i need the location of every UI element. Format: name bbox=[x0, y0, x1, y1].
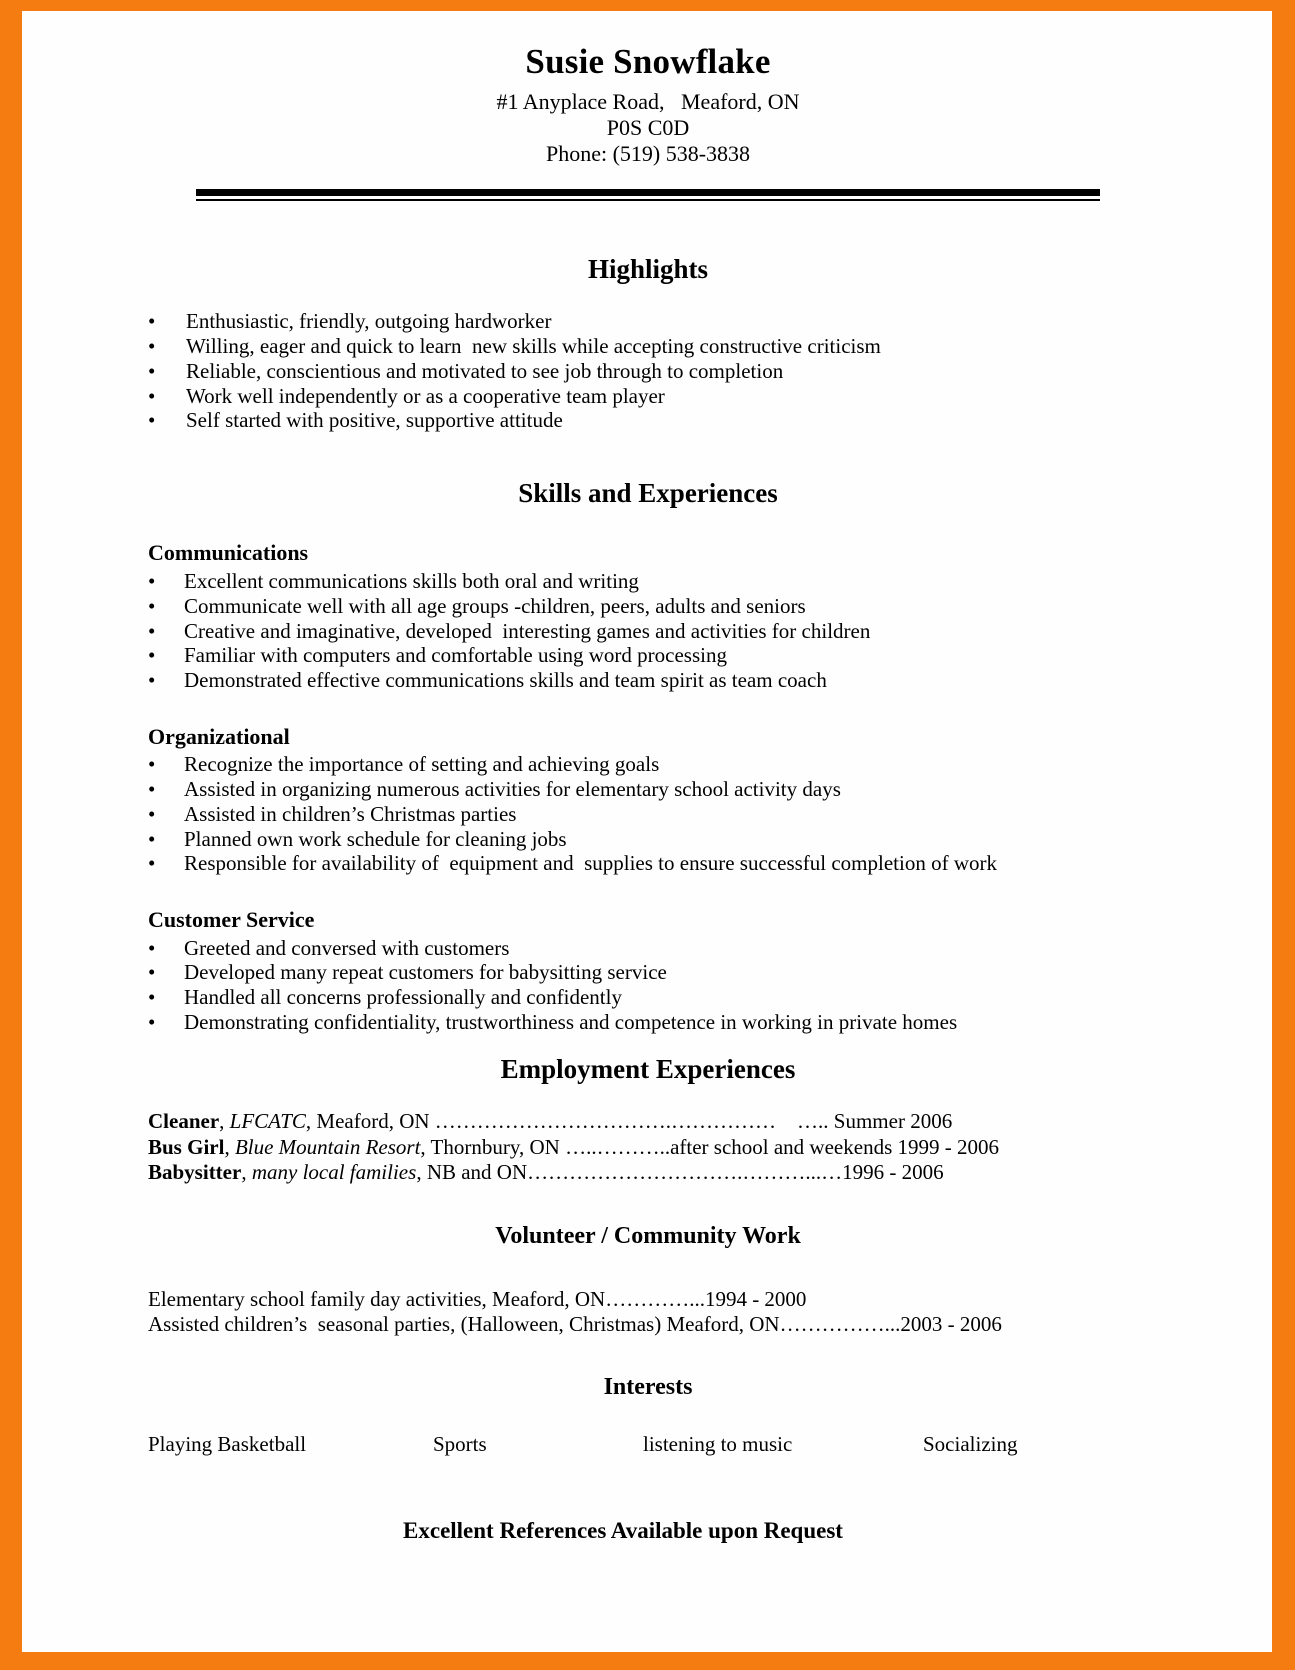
skills-group-customer-service bbox=[148, 906, 1148, 1035]
bullet-icon: • bbox=[148, 358, 156, 383]
resume-content bbox=[148, 41, 1148, 1545]
bullet-icon: • bbox=[148, 826, 156, 851]
list-item-label: Reliable, conscientious and motivated to see job through to completion bbox=[186, 358, 784, 383]
list-item bbox=[148, 960, 1148, 985]
skills-group-list bbox=[148, 569, 1148, 693]
interest-item: Playing Basketball bbox=[148, 1431, 307, 1456]
list-item bbox=[148, 851, 1148, 876]
employment-entry bbox=[148, 1135, 1148, 1161]
bullet-icon: • bbox=[148, 668, 156, 693]
list-item bbox=[148, 643, 1148, 668]
list-item-label: Developed many repeat customers for babysitting service bbox=[184, 960, 667, 985]
bullet-icon: • bbox=[148, 752, 156, 777]
list-item bbox=[148, 384, 1148, 409]
bullet-icon: • bbox=[148, 383, 156, 408]
list-item bbox=[148, 827, 1148, 852]
list-item-label: Recognize the importance of setting and achieving goals bbox=[184, 752, 660, 777]
references-note: Excellent References Available upon Request bbox=[403, 1518, 843, 1544]
interest-item: Socializing bbox=[923, 1431, 1018, 1456]
volunteer-entry: Elementary school family day activities, Meaford, ON…………...1994 - 2000 bbox=[148, 1286, 807, 1311]
list-item bbox=[148, 359, 1148, 384]
resume-paper bbox=[22, 11, 1272, 1652]
employment-separator: , bbox=[241, 1160, 252, 1185]
list-item bbox=[148, 936, 1148, 961]
employment-job-title: Bus Girl bbox=[148, 1134, 225, 1159]
list-item-label: Planned own work schedule for cleaning jobs bbox=[184, 826, 567, 851]
bullet-icon: • bbox=[148, 960, 156, 985]
list-item-label: Handled all concerns professionally and confidently bbox=[184, 985, 622, 1010]
skills-group-list bbox=[148, 936, 1148, 1035]
list-item bbox=[148, 408, 1148, 433]
resume-header bbox=[148, 41, 1148, 167]
list-item-label: Greeted and conversed with customers bbox=[184, 935, 510, 960]
list-item bbox=[148, 802, 1148, 827]
list-item-label: Enthusiastic, friendly, outgoing hardworker bbox=[186, 309, 552, 334]
employment-company: Blue Mountain Resort bbox=[234, 1134, 421, 1159]
employment-heading: Employment Experiences bbox=[500, 1053, 796, 1084]
employment-entry bbox=[148, 1109, 1148, 1135]
employment-entries bbox=[148, 1109, 1148, 1186]
volunteer-heading: Volunteer / Community Work bbox=[495, 1222, 801, 1249]
bullet-icon: • bbox=[148, 935, 156, 960]
employment-job-title: Babysitter bbox=[148, 1160, 242, 1185]
list-item-label: Willing, eager and quick to learn new skills while accepting constructive criticism bbox=[186, 334, 881, 359]
volunteer-lines bbox=[148, 1287, 1148, 1337]
skills-group-communications bbox=[148, 539, 1148, 692]
employment-detail: , Meaford, ON …………………………….…………… ….. Summer 2006 bbox=[305, 1109, 953, 1134]
candidate-name: Susie Snowflake bbox=[525, 42, 771, 81]
list-item-label: Familiar with computers and comfortable using word processing bbox=[184, 643, 727, 668]
employment-detail: , Thornbury, ON …..………..after school and weekends 1999 - 2006 bbox=[420, 1134, 999, 1159]
bullet-icon: • bbox=[148, 408, 156, 433]
address-line-1: #1 Anyplace Road, Meaford, ON bbox=[496, 89, 800, 114]
interests-row bbox=[148, 1432, 1148, 1457]
bullet-icon: • bbox=[148, 801, 156, 826]
list-item bbox=[148, 752, 1148, 777]
list-item bbox=[148, 777, 1148, 802]
bullet-icon: • bbox=[148, 309, 156, 334]
bullet-icon: • bbox=[148, 777, 156, 802]
employment-job-title: Cleaner bbox=[148, 1109, 220, 1134]
list-item bbox=[148, 334, 1148, 359]
list-item-label: Demonstrated effective communications skills and team spirit as team coach bbox=[184, 668, 827, 693]
header-divider-wrap bbox=[148, 189, 1148, 201]
list-item bbox=[148, 309, 1148, 334]
list-item-label: Responsible for availability of equipment and supplies to ensure successful completion of work bbox=[184, 851, 997, 876]
employment-company: many local families bbox=[251, 1160, 417, 1185]
list-item bbox=[148, 1010, 1148, 1035]
employment-entry bbox=[148, 1160, 1148, 1186]
interest-item: Sports bbox=[433, 1431, 487, 1456]
bullet-icon: • bbox=[148, 985, 156, 1010]
skills-group-organizational bbox=[148, 723, 1148, 876]
list-item-label: Work well independently or as a cooperative team player bbox=[186, 383, 665, 408]
bullet-icon: • bbox=[148, 643, 156, 668]
bullet-icon: • bbox=[148, 618, 156, 643]
header-divider bbox=[196, 189, 1100, 201]
list-item-label: Communicate well with all age groups -children, peers, adults and seniors bbox=[184, 593, 806, 618]
bullet-icon: • bbox=[148, 593, 156, 618]
list-item-label: Excellent communications skills both oral and writing bbox=[184, 568, 639, 593]
list-item bbox=[148, 569, 1148, 594]
list-item-label: Demonstrating confidentiality, trustworthiness and competence in working in private homes bbox=[184, 1009, 958, 1034]
list-item bbox=[148, 619, 1148, 644]
skills-heading: Skills and Experiences bbox=[518, 478, 778, 509]
bullet-icon: • bbox=[148, 568, 156, 593]
skills-group-title: Customer Service bbox=[148, 907, 315, 933]
skills-group-title: Organizational bbox=[148, 723, 290, 749]
phone-line: Phone: (519) 538-3838 bbox=[545, 140, 751, 166]
list-item bbox=[148, 668, 1148, 693]
list-item-label: Assisted in organizing numerous activities for elementary school activity days bbox=[184, 777, 841, 802]
highlights-list bbox=[148, 309, 1148, 433]
bullet-icon: • bbox=[148, 1009, 156, 1034]
highlights-heading: Highlights bbox=[587, 253, 709, 284]
bullet-icon: • bbox=[148, 851, 156, 876]
volunteer-entry: Assisted children’s seasonal parties, (Halloween, Christmas) Meaford, ON……………...2003 - 2006 bbox=[148, 1311, 1002, 1336]
skills-group-list bbox=[148, 752, 1148, 876]
list-item bbox=[148, 985, 1148, 1010]
bullet-icon: • bbox=[148, 334, 156, 359]
list-item-label: Assisted in children’s Christmas parties bbox=[184, 801, 517, 826]
interests-heading: Interests bbox=[603, 1374, 693, 1401]
employment-detail: , NB and ON………………………….………...…1996 - 2006 bbox=[416, 1160, 944, 1185]
list-item bbox=[148, 594, 1148, 619]
interest-item: listening to music bbox=[643, 1431, 793, 1456]
address-line-2: P0S C0D bbox=[606, 114, 690, 140]
employment-company: LFCATC bbox=[229, 1109, 306, 1134]
employment-separator: , bbox=[224, 1134, 235, 1159]
list-item-label: Self started with positive, supportive attitude bbox=[186, 408, 563, 433]
list-item-label: Creative and imaginative, developed interesting games and activities for children bbox=[184, 618, 871, 643]
skills-group-title: Communications bbox=[148, 540, 309, 566]
employment-separator: , bbox=[219, 1109, 230, 1134]
